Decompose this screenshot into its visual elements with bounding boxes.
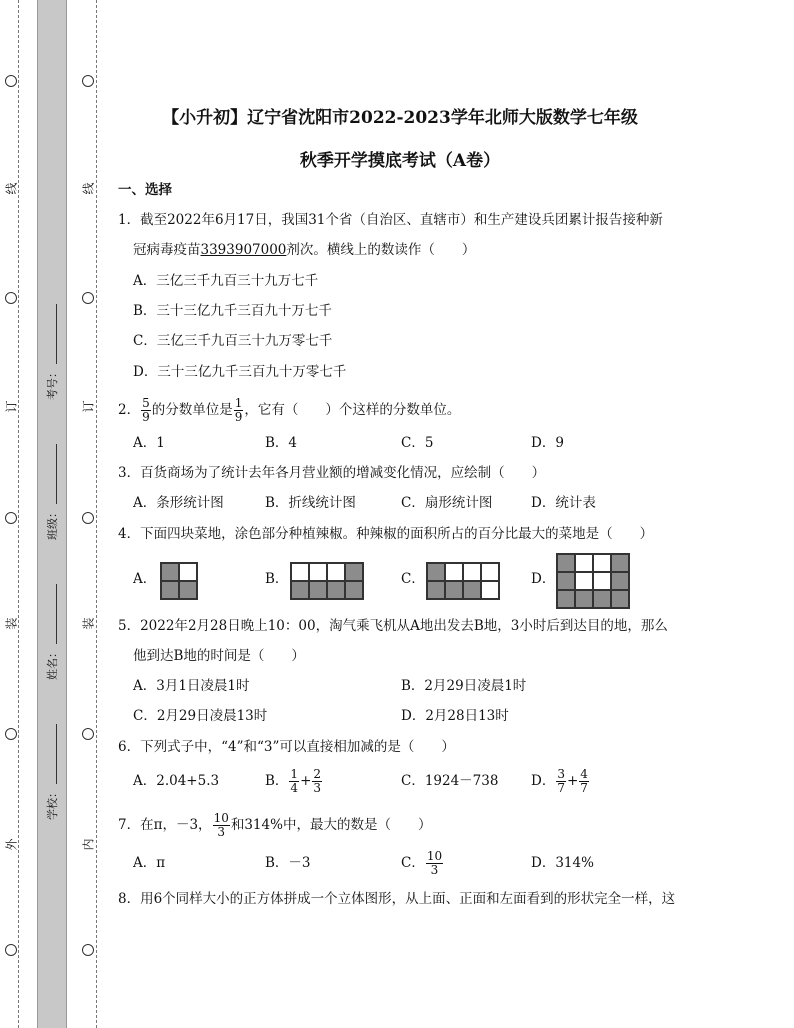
q6-b-fraction-1 [289, 768, 299, 795]
q2-option-d[interactable]: D．9 [531, 435, 564, 451]
margin-char-wai: 外 [4, 838, 19, 851]
exam-number-field[interactable] [44, 304, 60, 400]
q6-option-c[interactable]: C．1924－738 [401, 773, 499, 789]
section-heading: 一、选择 [118, 182, 172, 198]
q4-figure-d[interactable] [556, 553, 630, 609]
q7-c-numerator: 10 [426, 849, 443, 863]
q7-c-fraction [426, 850, 443, 877]
q1-stem-prefix: 冠病毒疫苗 [133, 242, 201, 258]
q1-stem-line2 [133, 241, 475, 259]
q4-option-d-label[interactable]: D． [531, 571, 556, 587]
q5-stem-line2: 他到达B地的时间是（ ） [133, 648, 305, 664]
margin-circle [5, 728, 17, 740]
q7-c-denominator: 3 [430, 863, 439, 877]
q3-option-b[interactable]: B．折线统计图 [265, 495, 356, 511]
q5-option-c[interactable]: C．2月29日凌晨13时 [133, 708, 268, 724]
q7-option-d[interactable]: D．314% [531, 855, 594, 871]
q6-option-a[interactable]: A．2.04+5.3 [133, 773, 220, 789]
q4-figure-b[interactable] [290, 562, 364, 600]
q6-d-f2-numerator: 4 [580, 767, 588, 781]
q3-stem: 3．百货商场为了统计去年各月营业额的增减变化情况，应绘制（ ） [118, 465, 546, 481]
q7-denominator: 3 [217, 825, 226, 839]
margin-char-zhuang-outer: 装 [4, 617, 19, 630]
outer-dashed-line [18, 0, 19, 1028]
q6-option-d-label: D． [531, 773, 556, 789]
q6-d-fraction-1 [556, 768, 566, 795]
q3-option-c[interactable]: C．扇形统计图 [401, 495, 493, 511]
q7-option-a[interactable]: A．π [133, 855, 166, 871]
q6-stem: 6．下列式子中，“4”和“3”可以直接相加减的是（ ） [118, 739, 455, 755]
q8-stem: 8．用6个同样大小的正方体拼成一个立体图形，从上面、正面和左面看到的形状完全一样，这 [118, 891, 676, 907]
q4-figure-a[interactable] [160, 562, 198, 600]
q1-stem-suffix: 剂次。横线上的数读作（ ） [286, 242, 476, 258]
margin-char-xian-inner: 线 [81, 182, 96, 195]
q7-option-b[interactable]: B．－3 [265, 855, 311, 871]
name-field[interactable] [44, 584, 60, 680]
q7-numerator: 10 [213, 811, 229, 825]
q2-fraction-5-9 [141, 397, 151, 424]
margin-char-zhuang-inner: 装 [81, 617, 96, 630]
margin-circle [5, 944, 17, 956]
margin-circle [82, 944, 94, 956]
q2-f2-denominator: 9 [234, 410, 243, 424]
name-label: 姓名： [46, 647, 59, 680]
class-field[interactable] [44, 444, 60, 540]
q7-option-c[interactable] [401, 848, 444, 878]
q5-option-a[interactable]: A．3月1日凌晨1时 [133, 678, 250, 694]
q6-b-f2-numerator: 2 [313, 767, 322, 781]
name-blank[interactable] [48, 584, 57, 644]
q6-d-f1-denominator: 7 [557, 781, 565, 795]
q1-stem-line1: 1．截至2022年6月17日，我国31个省（自治区、直辖市）和生产建设兵团累计报告接种新 [118, 212, 663, 228]
q2-number: 2． [118, 402, 141, 418]
q4-option-a-label[interactable]: A． [133, 571, 157, 587]
q6-b-f1-numerator: 1 [290, 767, 299, 781]
school-blank[interactable] [48, 724, 57, 784]
class-label: 班级： [46, 507, 59, 540]
q2-f1-denominator: 9 [142, 410, 150, 424]
q5-option-b[interactable]: B．2月29日凌晨1时 [401, 678, 527, 694]
q6-d-f2-denominator: 7 [580, 781, 588, 795]
q6-d-operator: + [566, 773, 579, 789]
inner-dashed-line [96, 0, 97, 1028]
school-label: 学校： [46, 787, 59, 820]
q1-underlined-number: 3393907000 [200, 242, 287, 258]
q4-option-b-label[interactable]: B． [265, 571, 289, 587]
q6-d-fraction-2 [579, 768, 589, 795]
exam-number-blank[interactable] [48, 304, 57, 364]
q6-d-f1-numerator: 3 [557, 767, 565, 781]
q7-option-c-label: C． [401, 855, 425, 871]
q6-b-f1-denominator: 4 [290, 781, 299, 795]
margin-circle [82, 728, 94, 740]
q1-option-a[interactable]: A．三亿三千九百三十九万七千 [133, 273, 319, 289]
q2-fraction-1-9 [234, 397, 244, 424]
margin-char-xian-outer: 线 [4, 182, 19, 195]
margin-circle [82, 75, 94, 87]
margin-circle [82, 512, 94, 524]
q6-b-operator: + [300, 773, 312, 789]
margin-char-ding-inner: 订 [81, 400, 96, 413]
q6-option-b[interactable] [265, 766, 323, 796]
margin-circle [82, 292, 94, 304]
q4-stem: 4．下面四块菜地，涂色部分种植辣椒。种辣椒的面积所占的百分比最大的菜地是（ ） [118, 526, 654, 542]
margin-char-nei: 内 [81, 838, 96, 851]
margin-circle [5, 292, 17, 304]
margin-char-ding-outer: 订 [4, 400, 19, 413]
q2-f2-numerator: 1 [234, 396, 243, 410]
q4-figure-c[interactable] [426, 562, 500, 600]
q4-option-c-label[interactable]: C． [401, 571, 425, 587]
q6-b-fraction-2 [312, 768, 322, 795]
q1-option-d[interactable]: D．三十三亿九千三百九十万零七千 [133, 364, 347, 380]
q2-option-c[interactable]: C．5 [401, 435, 434, 451]
q7-stem-suffix: 和314%中，最大的数是（ ） [230, 817, 432, 833]
class-blank[interactable] [48, 444, 57, 504]
q6-option-b-label: B． [265, 773, 289, 789]
page-title-line2: 秋季开学摸底考试（A卷） [299, 151, 501, 171]
q7-stem [118, 810, 431, 840]
q2-f1-numerator: 5 [142, 396, 150, 410]
margin-circle [5, 75, 17, 87]
q7-fraction-10-3 [213, 812, 230, 839]
q3-option-a[interactable]: A．条形统计图 [133, 495, 224, 511]
q1-option-c[interactable]: C．三亿三千九百三十九万零七千 [133, 333, 333, 349]
exam-number-label: 考号： [46, 367, 59, 400]
q2-stem [118, 396, 460, 424]
school-field[interactable] [44, 724, 60, 820]
q6-b-f2-denominator: 3 [313, 781, 322, 795]
q1-option-b[interactable]: B．三十三亿九千三百九十万七千 [133, 303, 332, 319]
q5-stem-line1: 5．2022年2月28日晚上10：00，淘气乘飞机从A地出发去B地，3小时后到达目的地，那么 [118, 618, 668, 634]
q7-stem-prefix: 7．在π，－3， [118, 817, 212, 833]
q3-option-d[interactable]: D．统计表 [531, 495, 596, 511]
q6-option-d[interactable] [531, 766, 590, 796]
margin-circle [5, 512, 17, 524]
q2-option-a[interactable]: A．1 [133, 435, 165, 451]
page-title-line1: 【小升初】辽宁省沈阳市2022-2023学年北师大版数学七年级 [162, 108, 638, 128]
q2-stem-tail: ，它有（ ）个这样的分数单位。 [244, 402, 461, 418]
q2-option-b[interactable]: B．4 [265, 435, 298, 451]
q2-stem-middle: 的分数单位是 [151, 402, 233, 418]
q5-option-d[interactable]: D．2月28日13时 [401, 708, 509, 724]
